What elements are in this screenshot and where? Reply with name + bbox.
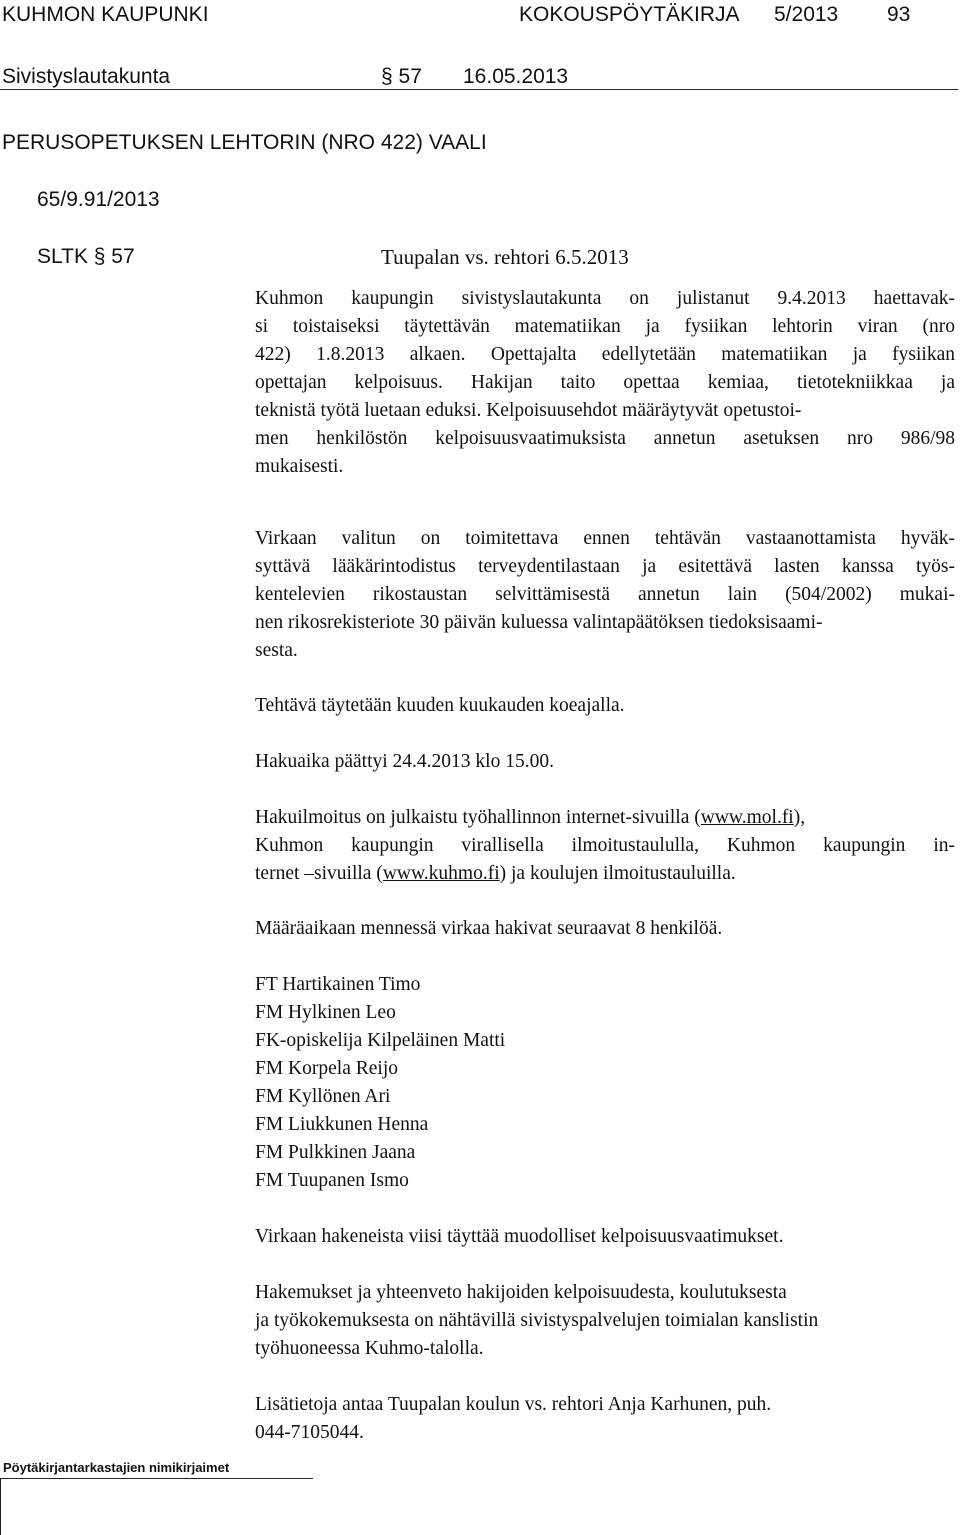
meeting-date: 16.05.2013	[463, 65, 569, 88]
list-item: FM Liukkunen Henna	[255, 1114, 429, 1135]
list-item: FM Pulkkinen Jaana	[255, 1142, 416, 1163]
kuhmo-link[interactable]: www.kuhmo.fi	[382, 863, 500, 884]
text-line: 422) 1.8.2013 alkaen. Opettajalta edellytetään matematiikan ja fysiikan	[255, 344, 955, 365]
text-fragment: ) ja koulujen ilmoitustauluilla.	[499, 863, 736, 884]
list-item: FM Hylkinen Leo	[255, 1002, 396, 1023]
text-line	[255, 860, 955, 888]
paragraph-requirements	[255, 525, 955, 665]
text-line: 044-7105044.	[255, 1422, 364, 1443]
text-fragment: Hakuilmoitus on julkaistu työhallinnon internet-sivuilla (	[255, 807, 701, 828]
paragraph-applicant-count	[255, 915, 955, 943]
list-item: FM Korpela Reijo	[255, 1058, 398, 1079]
text-line: syttävä lääkärintodistus terveydentilastaan ja esitettävä lasten kanssa työs-	[255, 556, 955, 577]
issue-number: 5/2013	[774, 3, 839, 26]
text-line: Määräaikaan mennessä virkaa hakivat seuraavat 8 henkilöä.	[255, 918, 723, 939]
text-line: Virkaan valitun on toimitettava ennen tehtävän vastaanottamista hyväk-	[255, 528, 955, 549]
text-line: Hakuaika päättyi 24.4.2013 klo 15.00.	[255, 751, 554, 772]
text-line: sesta.	[255, 640, 298, 661]
applicant-list	[255, 971, 505, 1195]
list-item: FT Hartikainen Timo	[255, 974, 421, 995]
section-number: § 57	[381, 65, 422, 88]
list-item: FM Tuupanen Ismo	[255, 1170, 409, 1191]
page-number: 93	[887, 3, 911, 26]
signature-box-left-border	[0, 1478, 1, 1535]
paragraph-documents	[255, 1279, 955, 1363]
text-line	[255, 804, 955, 832]
list-item: FM Kyllönen Ari	[255, 1086, 391, 1107]
signature-box-top-border	[0, 1478, 313, 1479]
preparer-author: Tuupalan vs. rehtori 6.5.2013	[381, 245, 629, 269]
paragraph-vacancy	[255, 285, 955, 481]
municipality-name: KUHMON KAUPUNKI	[2, 3, 209, 26]
reference-number: 65/9.91/2013	[37, 188, 160, 211]
header-divider	[0, 89, 958, 90]
text-line: teknistä työtä luetaan eduksi. Kelpoisuusehdot määräytyvät opetustoi-	[255, 400, 802, 421]
preparer-section: SLTK § 57	[37, 245, 135, 268]
committee-name: Sivistyslautakunta	[2, 65, 171, 88]
text-line: Kuhmon kaupungin virallisella ilmoitustaululla, Kuhmon kaupungin in-	[255, 835, 955, 856]
text-line: men henkilöstön kelpoisuusvaatimuksista annetun asetuksen nro 986/98	[255, 428, 955, 449]
text-line: Virkaan hakeneista viisi täyttää muodolliset kelpoisuusvaatimukset.	[255, 1226, 784, 1247]
text-line: Hakemukset ja yhteenveto hakijoiden kelpoisuudesta, koulutuksesta	[255, 1282, 787, 1303]
text-line: Lisätietoja antaa Tuupalan koulun vs. rehtori Anja Karhunen, puh.	[255, 1394, 772, 1415]
paragraph-deadline	[255, 748, 955, 776]
text-fragment: ternet –sivuilla (	[255, 863, 383, 884]
signature-box-label: Pöytäkirjantarkastajien nimikirjaimet	[3, 1460, 230, 1475]
text-line: mukaisesti.	[255, 456, 344, 477]
list-item: FK-opiskelija Kilpeläinen Matti	[255, 1030, 506, 1051]
paragraph-eligibility	[255, 1223, 955, 1251]
paragraph-trial-period	[255, 692, 955, 720]
text-line: Tehtävä täytetään kuuden kuukauden koeajalla.	[255, 695, 625, 716]
text-fragment: ),	[793, 807, 806, 828]
text-line: Kuhmon kaupungin sivistyslautakunta on julistanut 9.4.2013 haettavak-	[255, 288, 955, 309]
text-line: opettajan kelpoisuus. Hakijan taito opettaa kemiaa, tietotekniikkaa ja	[255, 372, 955, 393]
page-title: PERUSOPETUKSEN LEHTORIN (NRO 422) VAALI	[2, 131, 487, 154]
paragraph-contact	[255, 1391, 955, 1447]
text-line: kentelevien rikostaustan selvittämisestä annetun lain (504/2002) mukai-	[255, 584, 955, 605]
text-line: nen rikosrekisteriote 30 päivän kuluessa valintapäätöksen tiedoksisaami-	[255, 612, 823, 633]
text-line: työhuoneessa Kuhmo-talolla.	[255, 1338, 484, 1359]
document-type: KOKOUSPÖYTÄKIRJA	[519, 3, 740, 26]
text-line: si toistaiseksi täytettävän matematiikan ja fysiikan lehtorin viran (nro	[255, 316, 955, 337]
mol-link[interactable]: www.mol.fi	[700, 807, 794, 828]
text-line: ja työkokemuksesta on nähtävillä sivistyspalvelujen toimialan kanslistin	[255, 1310, 819, 1331]
paragraph-publication	[255, 804, 955, 888]
